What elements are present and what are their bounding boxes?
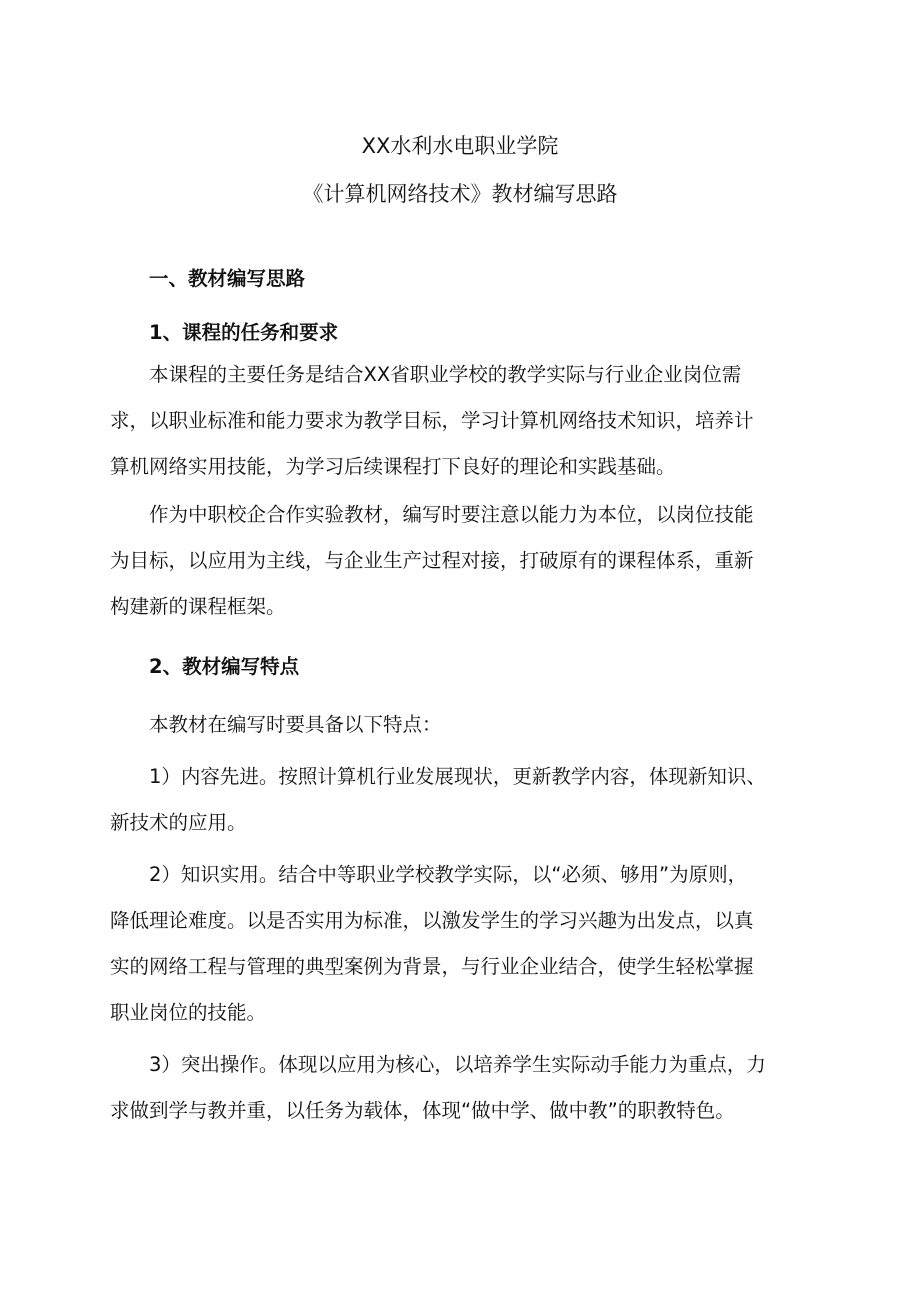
list-item-hands-on	[110, 1042, 815, 1134]
list-item-content-advanced	[110, 754, 815, 846]
paragraph-approach	[110, 492, 815, 630]
paragraph-features-intro	[110, 702, 815, 748]
paragraph-line: 求，以职业标准和能力要求为教学目标，学习计算机网络技术知识，培养计	[110, 409, 754, 432]
paragraph-line: 2）知识实用。结合中等职业学校教学实际，以“必须、够用”为原则，	[149, 863, 748, 886]
paragraph-line: 1）内容先进。按照计算机行业发展现状，更新教学内容，体现新知识、	[149, 765, 766, 788]
paragraph-line: 求做到学与教并重，以任务为载体，体现“做中学、做中教”的职教特色。	[110, 1099, 735, 1122]
paragraph-line: 降低理论难度。以是否实用为标准，以激发学生的学习兴趣为出发点，以真	[110, 909, 754, 932]
paragraph-line: 本课程的主要任务是结合XX省职业学校的教学实际与行业企业岗位需	[149, 363, 742, 386]
paragraph-task	[110, 352, 815, 490]
institution-title: XX水利水电职业学院	[361, 134, 559, 158]
paragraph-line: 职业岗位的技能。	[110, 1001, 267, 1024]
document-title	[0, 122, 920, 218]
paragraph-line: 构建新的课程框架。	[110, 595, 286, 618]
document-body	[110, 262, 815, 1134]
paragraph-line: 3）突出操作。体现以应用为核心，以培养学生实际动手能力为重点，力	[149, 1053, 766, 1076]
paragraph-line: 为目标，以应用为主线，与企业生产过程对接，打破原有的课程体系，重新	[110, 549, 754, 572]
paragraph-line: 新技术的应用。	[110, 811, 247, 834]
subsection-heading-task: 1、课程的任务和要求	[149, 321, 339, 344]
paragraph-line: 实的网络工程与管理的典型案例为背景，与行业企业结合，使学生轻松掌握	[110, 955, 754, 978]
section-heading: 一、教材编写思路	[149, 267, 306, 290]
document-subtitle: 《计算机网络技术》教材编写思路	[302, 182, 618, 206]
list-item-practical-knowledge	[110, 852, 815, 1036]
subsection-heading-features: 2、教材编写特点	[149, 655, 300, 678]
paragraph-line: 算机网络实用技能，为学习后续课程打下良好的理论和实践基础。	[110, 455, 676, 478]
paragraph-line: 本教材在编写时要具备以下特点：	[149, 713, 442, 736]
paragraph-line: 作为中职校企合作实验教材，编写时要注意以能力为本位，以岗位技能	[149, 503, 754, 526]
